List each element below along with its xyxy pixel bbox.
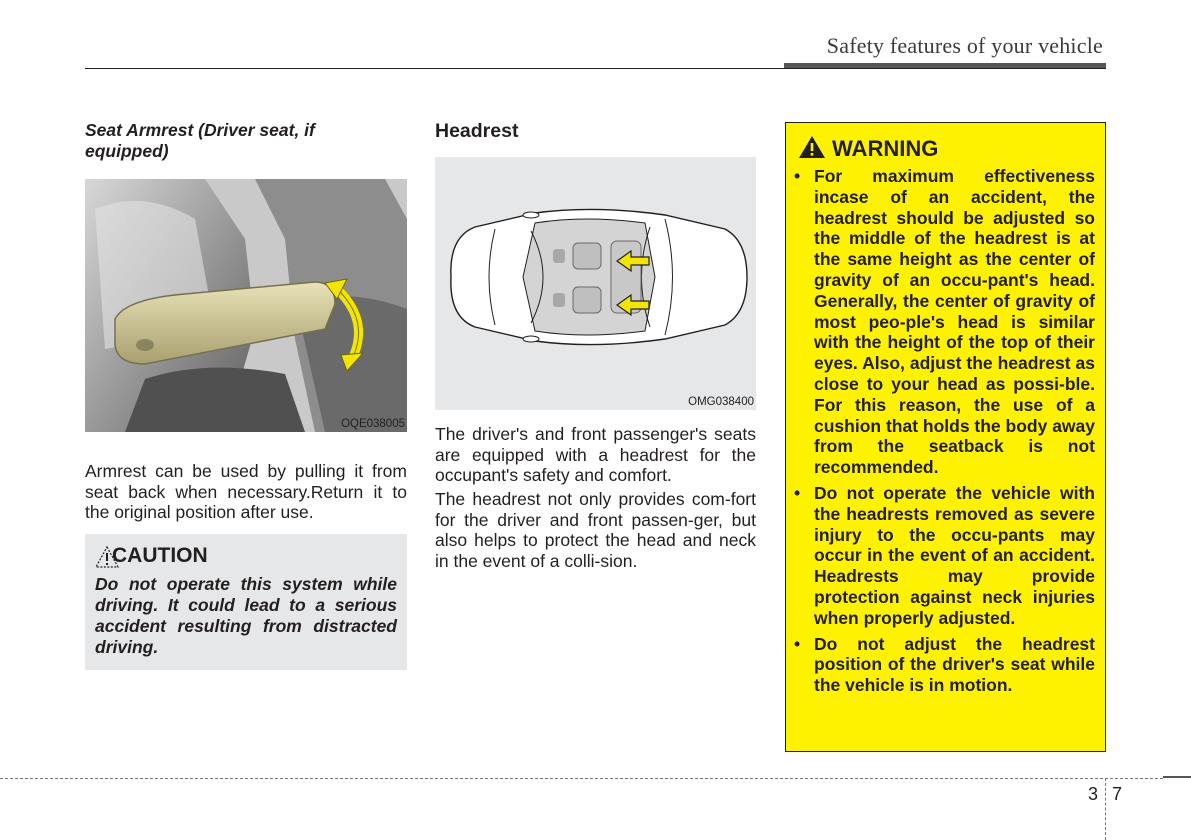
figure-code: OMG038400 bbox=[688, 396, 754, 408]
header-rule bbox=[85, 68, 1106, 69]
car-top-view-illustration bbox=[435, 157, 756, 410]
footer-rule-tab bbox=[1163, 776, 1191, 778]
warning-list bbox=[792, 166, 1095, 701]
warning-item: • Do not adjust the headrest position of the driver's seat while the vehicle is in motion. bbox=[794, 633, 1095, 696]
warning-triangle-icon bbox=[798, 135, 826, 164]
armrest-figure bbox=[85, 179, 407, 432]
running-header: Safety features of your vehicle bbox=[826, 33, 1103, 58]
seat-armrest-illustration bbox=[85, 179, 407, 432]
warning-item: • Do not operate the vehicle with the headrests removed as severe injury to the occu-pants may occur in the event of an accident. Headrests may provide protection against neck injuries when properly adjusted. bbox=[794, 482, 1095, 628]
caution-body: Do not operate this system while driving. It could lead to a serious accident resulting from distracted driving. bbox=[95, 574, 397, 657]
page-number: 7 bbox=[1112, 784, 1123, 804]
headrest-paragraph-2: The headrest not only provides com-fort for the driver and front passen-ger, but also helps to protect the head and neck in the event of a colli-sion. bbox=[435, 489, 756, 571]
footer-rule bbox=[0, 778, 1163, 779]
warning-item: • For maximum effectiveness incase of an accident, the headrest should be adjusted so the middle of the headrest is at the same height as the center of gravity of an occu-pant's head. Generally, the center of gravity of most peo-ple's head is similar with the height of the top of their eyes. Also, adjust the headrest as close to your head as possi-ble. For this reason, the use of a cushion that holds the body away from the seatback is not recommended. bbox=[794, 166, 1095, 478]
armrest-heading: Seat Armrest (Driver seat, if equipped) bbox=[85, 120, 315, 161]
armrest-paragraph: Armrest can be used by pulling it from seat back when necessary.Return it to the original position after use. bbox=[85, 461, 407, 522]
figure-code: OQE038005 bbox=[341, 418, 405, 430]
headrest-heading: Headrest bbox=[435, 120, 519, 142]
headrest-figure bbox=[435, 157, 756, 410]
caution-title: CAUTION bbox=[112, 544, 208, 567]
section-number: 3 bbox=[1088, 784, 1099, 804]
headrest-paragraph-1: The driver's and front passenger's seats are equipped with a headrest for the occupant's safety and comfort. bbox=[435, 424, 756, 485]
page-number-divider bbox=[1105, 778, 1106, 840]
warning-title: WARNING bbox=[832, 136, 939, 161]
